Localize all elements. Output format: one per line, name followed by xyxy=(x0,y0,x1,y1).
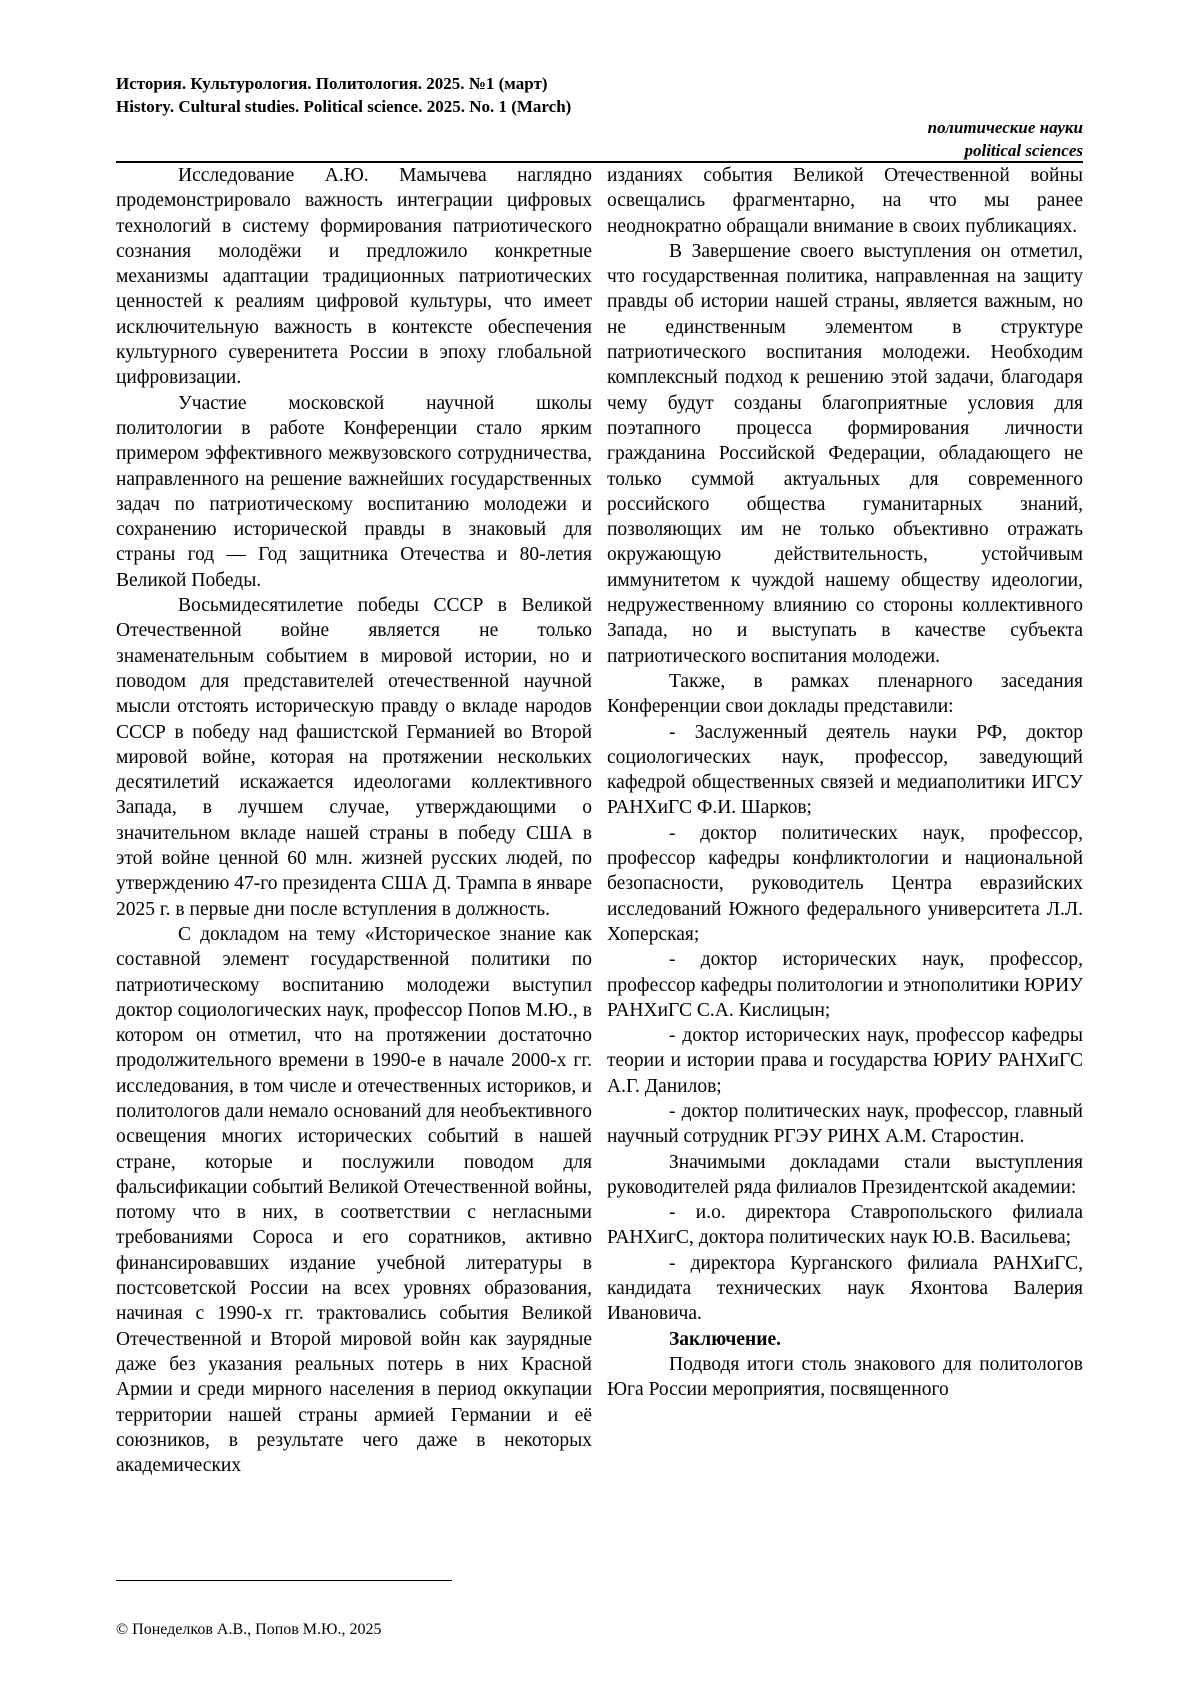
paragraph-continued: изданиях события Великой Отечественной войны освещались фрагментарно, на что мы ранее неоднократно обращали внимание в своих публикациях. xyxy=(607,165,1083,237)
footnote-divider xyxy=(116,1580,452,1581)
list-item: - доктор политических наук, профессор, главный научный сотрудник РГЭУ РИНХ А.М. Старостин. xyxy=(607,1100,1083,1148)
journal-title-en: History. Cultural studies. Political science. 2025. No. 1 (March) xyxy=(116,97,572,116)
paragraph: Исследование А.Ю. Мамычева наглядно продемонстрировало важность интеграции цифровых технологий в систему формирования патриотического сознания молодёжи и предложило конкретные механизмы адаптации традиционных патриотических ценностей к реалиям цифровой культуры, что имеет исключительную важность в контексте обеспечения культурного суверенитета России в эпоху глобальной цифровизации. xyxy=(116,165,592,389)
section-heading-conclusion: Заключение. xyxy=(669,1328,782,1350)
paragraph: Подводя итоги столь знакового для политологов Юга России мероприятия, посвященного xyxy=(607,1353,1083,1401)
list-item: - доктор политических наук, профессор, профессор кафедры конфликтологии и национальной безопасности, руководитель Центра евразийских исследований Южного федерального университета Л.Л. Хоперская; xyxy=(607,822,1083,945)
list-item: - и.о. директора Ставропольского филиала РАНХигС, доктора политических наук Ю.В. Васильева; xyxy=(607,1202,1083,1249)
left-column xyxy=(116,163,592,1478)
list-item: - доктор исторических наук, профессор кафедры теории и истории права и государства ЮРИУ РАНХиГС А.Г. Данилов; xyxy=(607,1025,1083,1097)
paragraph: Значимыми докладами стали выступления руководителей ряда филиалов Президентской академии: xyxy=(607,1151,1083,1198)
journal-title-ru: История. Культурология. Политология. 2025. №1 (март) xyxy=(116,74,548,93)
list-item: - доктор исторических наук, профессор, профессор кафедры политологии и этнополитики ЮРИУ РАНХиГС С.А. Кислицын; xyxy=(607,949,1083,1021)
section-label xyxy=(928,116,1083,162)
paragraph: Восьмидесятилетие победы СССР в Великой Отечественной войне является не только знаменательным событием в мировой истории, но и поводом для представителей отечественной научной мысли отстоять историческую правду о вкладе народов СССР в победу над фашистской Германией во Второй мировой войне, которая на протяжении нескольких десятилетий искажается идеологами коллективного Запада, в лучшем случае, утверждающими о значительном вкладе нашей страны в победу США в этой войне ценной 60 млн. жизней русских людей, по утверждению 47-го президента США Д. Трампа в январе 2025 г. в первые дни после вступления в должность. xyxy=(116,595,592,920)
section-label-ru: политические науки xyxy=(927,118,1083,137)
paragraph: Также, в рамках пленарного заседания Конференции свои доклады представили: xyxy=(607,670,1083,718)
copyright-footnote: © Понеделков А.В., Попов М.Ю., 2025 xyxy=(116,1621,382,1638)
right-column xyxy=(607,163,1083,1403)
paragraph: В Завершение своего выступления он отметил, что государственная политика, направленная на защиту правды об истории нашей страны, является важным, но не единственным элементом в структуре патриотического воспитания молодежи. Необходим комплексный подход к решению этой задачи, благодаря чему будут созданы благоприятные условия для поэтапного процесса формирования личности гражданина Российской Федерации, обладающего не только суммой актуальных для современного российского общества гуманитарных знаний, позволяющих им не только объективно отражать окружающую действительность, устойчивым иммунитетом к чуждой нашему обществу идеологии, недружественному влиянию со стороны коллективного Запада, но и выступать в качестве субъекта патриотического воспитания молодежи. xyxy=(607,240,1083,667)
list-item: - Заслуженный деятель науки РФ, доктор социологических наук, профессор, заведующий кафедрой общественных связей и медиаполитики ИГСУ РАНХиГС Ф.И. Шарков; xyxy=(607,721,1083,819)
journal-header xyxy=(116,72,571,118)
section-label-en: political sciences xyxy=(964,141,1083,160)
list-item: - директора Курганского филиала РАНХиГС, кандидата технических наук Яхонтова Валерия Ивановича. xyxy=(607,1252,1083,1325)
paragraph: С докладом на тему «Историческое знание как составной элемент государственной политики по патриотическому воспитанию молодежи выступил доктор социологических наук, профессор Попов М.Ю., в котором он отметил, что на протяжении достаточно продолжительного времени в 1990-е в начале 2000-х гг. исследования, в том числе и отечественных историков, и политологов дали немало оснований для необъективного освещения многих исторических событий в нашей стране, которые и послужили поводом для фальсификации событий Великой Отечественной войны, потому что в них, в соответствии с негласными требованиями Сороса и его соратников, активно финансировавших издание учебной литературы в постсоветской России на всех уровнях образования, начиная с 1990-х гг. трактовались события Великой Отечественной и Второй мировой войн как заурядные даже без указания реальных потерь в них Красной Армии и среди мирного населения в период оккупации территории нашей страны армией Германии и её союзников, в результате чего даже в некоторых академических xyxy=(116,923,592,1477)
paragraph: Участие московской научной школы политологии в работе Конференции стало ярким примером эффективного межвузовского сотрудничества, направленного на решение важнейших государственных задач по патриотическому воспитанию молодежи и сохранению исторической правды в знаковый для страны год — Год защитника Отечества и 80-летия Великой Победы. xyxy=(116,392,592,591)
